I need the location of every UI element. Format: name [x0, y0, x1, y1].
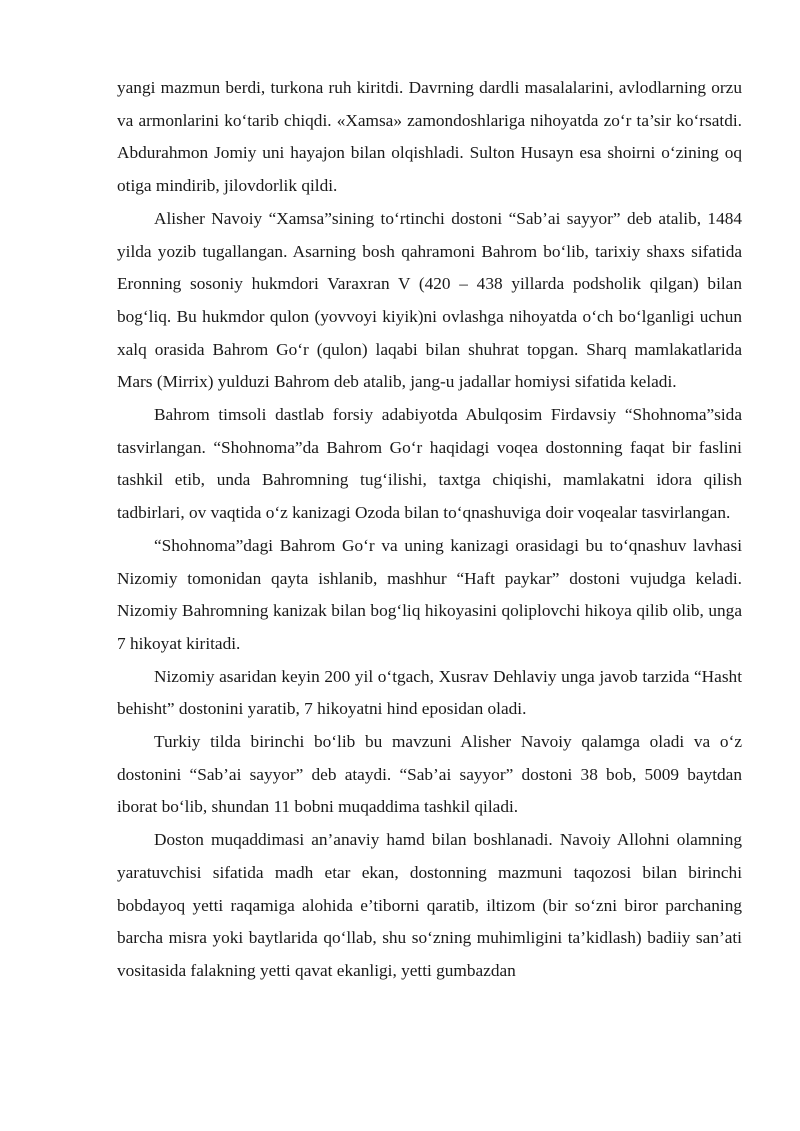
- paragraph-nizomiy-haft-paykar: “Shohnoma”dagi Bahrom Go‘r va uning kanizagi orasidagi bu to‘qnashuv lavhasi Nizomiy tomonidan qayta ishlanib, mashhur “Haft paykar” dostoni vujudga keladi. Nizomiy Bahromning kanizak bilan bog‘liq hikoyasini qoliplovchi hikoya qilib olib, unga 7 hikoyat kiritadi.: [117, 535, 742, 653]
- document-page: [117, 72, 742, 988]
- paragraph-sabai-sayyor-intro: Alisher Navoiy “Xamsa”sining to‘rtinchi dostoni “Sab’ai sayyor” deb atalib, 1484 yilda yozib tugallangan. Asarning bosh qahramoni Bahrom bo‘lib, tarixiy shaxs sifatida Eronning sosoniy hukmdori Varaxran V (420 – 438 yillarda podsholik qilgan) bilan bog‘liq. Bu hukmdor qulon (yovvoyi kiyik)ni ovlashga nihoyatda o‘ch bo‘lganligi uchun xalq orasida Bahrom Go‘r (qulon) laqabi bilan shuhrat topgan. Sharq mamlakatlarida Mars (Mirrix) yulduzi Bahrom deb atalib, jang-u jadallar homiysi sifatida keladi.: [117, 208, 742, 392]
- paragraph-dehlaviy-hasht-behisht: Nizomiy asaridan keyin 200 yil o‘tgach, Xusrav Dehlaviy unga javob tarzida “Hasht behisht” dostonini yaratib, 7 hikoyatni hind eposidan oladi.: [117, 666, 742, 719]
- paragraph-bahrom-shohnoma: Bahrom timsoli dastlab forsiy adabiyotda Abulqosim Firdavsiy “Shohnoma”sida tasvirlangan. “Shohnoma”da Bahrom Go‘r haqidagi voqea dostonning faqat bir faslini tashkil etib, unda Bahromning tug‘ilishi, taxtga chiqishi, mamlakatni idora qilish tadbirlari, ov vaqtida o‘z kanizagi Ozoda bilan to‘qnashuviga doir voqealar tasvirlangan.: [117, 405, 742, 523]
- paragraph-continuation: yangi mazmun berdi, turkona ruh kiritdi. Davrning dardli masalalarini, avlodlarning orzu va armonlarini ko‘tarib chiqdi. «Xamsa» zamondoshlariga nihoyatda zo‘r ta’sir ko‘rsatdi. Abdurahmon Jomiy uni hayajon bilan olqishladi. Sulton Husayn esa shoirni o‘zining oq otiga mindirib, jilovdorlik qildi.: [117, 78, 742, 196]
- paragraph-navoiy-turkiy: Turkiy tilda birinchi bo‘lib bu mavzuni Alisher Navoiy qalamga oladi va o‘z dostonini “Sab’ai sayyor” deb ataydi. “Sab’ai sayyor” dostoni 38 bob, 5009 baytdan iborat bo‘lib, shundan 11 bobni muqaddima tashkil qiladi.: [117, 732, 742, 817]
- paragraph-muqaddima-hamd: Doston muqaddimasi an’anaviy hamd bilan boshlanadi. Navoiy Allohni olamning yaratuvchisi sifatida madh etar ekan, dostonning mazmuni taqozosi bilan birinchi bobdayoq yetti raqamiga alohida e’tiborni qaratib, iltizom (bir so‘zni biror parchaning barcha misra yoki baytlarida qo‘llab, shu so‘zning muhimligini ta’kidlash) badiiy san’ati vositasida falakning yetti qavat ekanligi, yetti gumbazdan: [117, 830, 742, 980]
